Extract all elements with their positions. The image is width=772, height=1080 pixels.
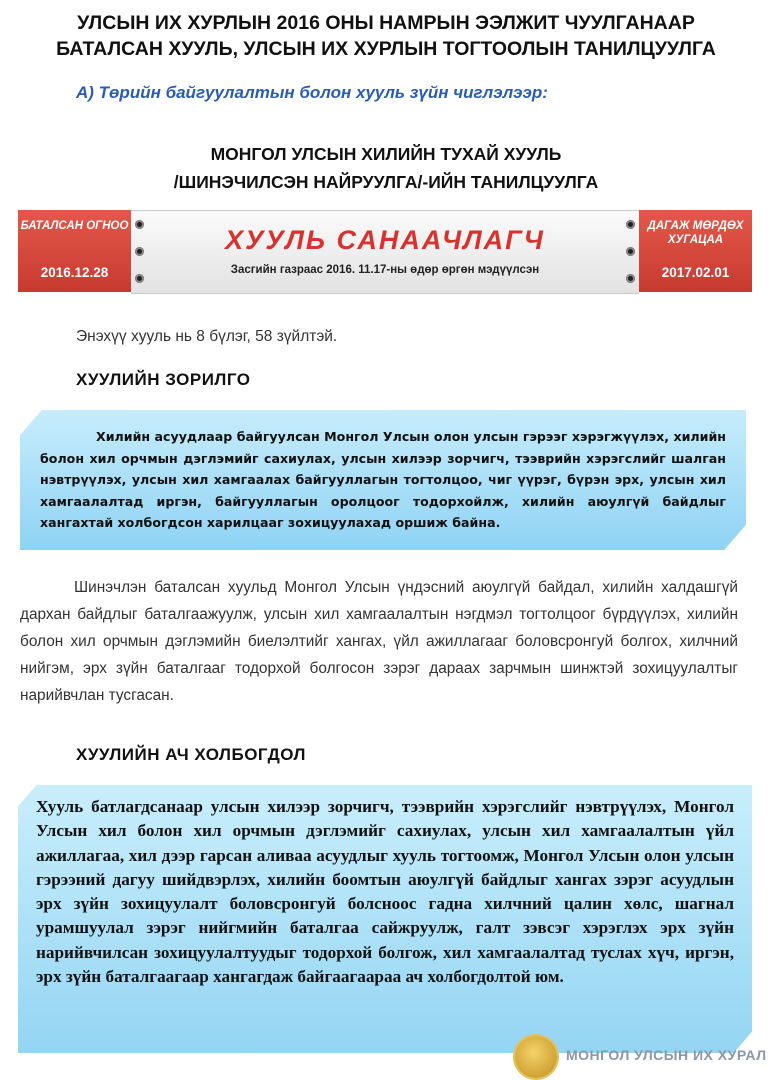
law-title-line-1: МОНГОЛ УЛСЫН ХИЛИЙН ТУХАЙ ХУУЛЬ (210, 144, 562, 164)
intro-text: Энэхүү хууль нь 8 бүлэг, 58 зүйлтэй. (76, 328, 338, 345)
law-title (0, 140, 772, 196)
effective-date-panel (639, 210, 752, 292)
title-line-2: БАТАЛСАН ХУУЛЬ, УЛСЫН ИХ ХУРЛЫН ТОГТООЛЫН ТАНИЛЦУУЛГА (56, 38, 716, 60)
binder-ring-icon (626, 220, 635, 229)
binder-ring-icon (626, 247, 635, 256)
significance-text: Хууль батлагдсанаар улсын хилээр зорчигч, тээврийн хэрэгслийг нэвтрүүлэх, Монгол Улсын хил болон хил орчмын дэглэмийг сахиулах, улсын хил хамгаалалтын үйл ажиллагаа, хил дээр гарсан аливаа асуудлыг хууль тогтоомж, Монгол Улсын олон улсын гэрээний дагуу шийдвэрлэх, хилийн боомтын аюулгүй байдлыг хангах зэрэг асуудлын эрх зүйн зохицуулалт боловсронгуй болсноос гадна хилчний цалин хөлс, шагнал урамшуулал зэрэг нийгмийн баталгаа сайжруулж, галт зэвсэг хэрэглэх эрх зүйн нарийвчилсан зохицуулалтуудыг тодорхой болгож, хил хамгаалалтад туслах хүч, иргэн, эрх зүйн баталгаагаар хангагдаж байгаагаараа ач холбогдолтой юм. (36, 797, 734, 987)
approved-label: БАТАЛСАН ОГНОО (20, 220, 129, 232)
purpose-heading: ХУУЛИЙН ЗОРИЛГО (76, 370, 251, 389)
significance-heading: ХУУЛИЙН АЧ ХОЛБОГДОЛ (76, 745, 306, 764)
approved-date: 2016.12.28 (40, 265, 109, 280)
binder-ring-icon (626, 274, 635, 283)
purpose-text: Хилийн асуудлаар байгуулсан Монгол Улсын олон улсын гэрээг хэрэгжүүлэх, хилийн болон хил орчмын дэглэмийг сахиулах, улсын хилээр зорчигч, тээврийн хэрэгслийг шалган нэвтрүүлэх, улсын хил хамгаалах байгууллагын тогтолцоо, чиг үүрэг, бүрэн эрх, улсын хил хамгаалалтад иргэн, байгууллагын оролцоог тодорхойлж, хилийн аюулгүй байдлыг хангахтай холбогдсон харилцааг зохицуулахад оршиж байна. (40, 429, 726, 530)
document-title (0, 10, 772, 62)
law-title-line-2: /ШИНЭЧИЛСЭН НАЙРУУЛГА/-ИЙН ТАНИЛЦУУЛГА (173, 172, 599, 192)
binder-ring-icon (135, 274, 144, 283)
footer-organization: МОНГОЛ УЛСЫН ИХ ХУРАЛ (566, 1047, 767, 1063)
initiator-panel (131, 210, 639, 294)
effective-label: ДАГАЖ МӨРДӨХ ХУГАЦАА (647, 220, 744, 246)
approved-date-panel (18, 210, 131, 292)
effective-date: 2017.02.01 (661, 265, 730, 280)
body-paragraph: Шинэчлэн баталсан хуульд Монгол Улсын үндэсний аюулгүй байдал, хилийн халдашгүй дархан байдлыг баталгаажуулж, улсын хил хамгаалалтын нэгдмэл тогтолцоог бүрдүүлэх, хилийн болон хил орчмын дэглэмийн биелэлтийг хангах, үйл ажиллагааг боловсронгуй болгох, хилчний нийгэм, эрх зүйн баталгааг тодорхой болгосон зэрэг дараах зарчмын шинжтэй зохицуулалтыг нарийвчлан тусгасан. (20, 579, 738, 704)
initiator-label: ХУУЛЬ САНААЧЛАГЧ (225, 225, 545, 255)
emblem-logo-icon (515, 1036, 557, 1078)
purpose-box (20, 410, 746, 550)
significance-box (18, 785, 752, 1053)
section-heading: А) Төрийн байгуулалтын болон хууль зүйн чиглэлээр: (76, 83, 548, 102)
title-line-1: УЛСЫН ИХ ХУРЛЫН 2016 ОНЫ НАМРЫН ЭЭЛЖИТ ЧУУЛГАНААР (77, 12, 695, 34)
binder-ring-icon (135, 247, 144, 256)
binder-ring-icon (135, 220, 144, 229)
initiator-note: Засгийн газраас 2016. 11.17-ны өдөр өргөн мэдүүлсэн (230, 264, 540, 276)
law-info-banner (18, 210, 752, 292)
